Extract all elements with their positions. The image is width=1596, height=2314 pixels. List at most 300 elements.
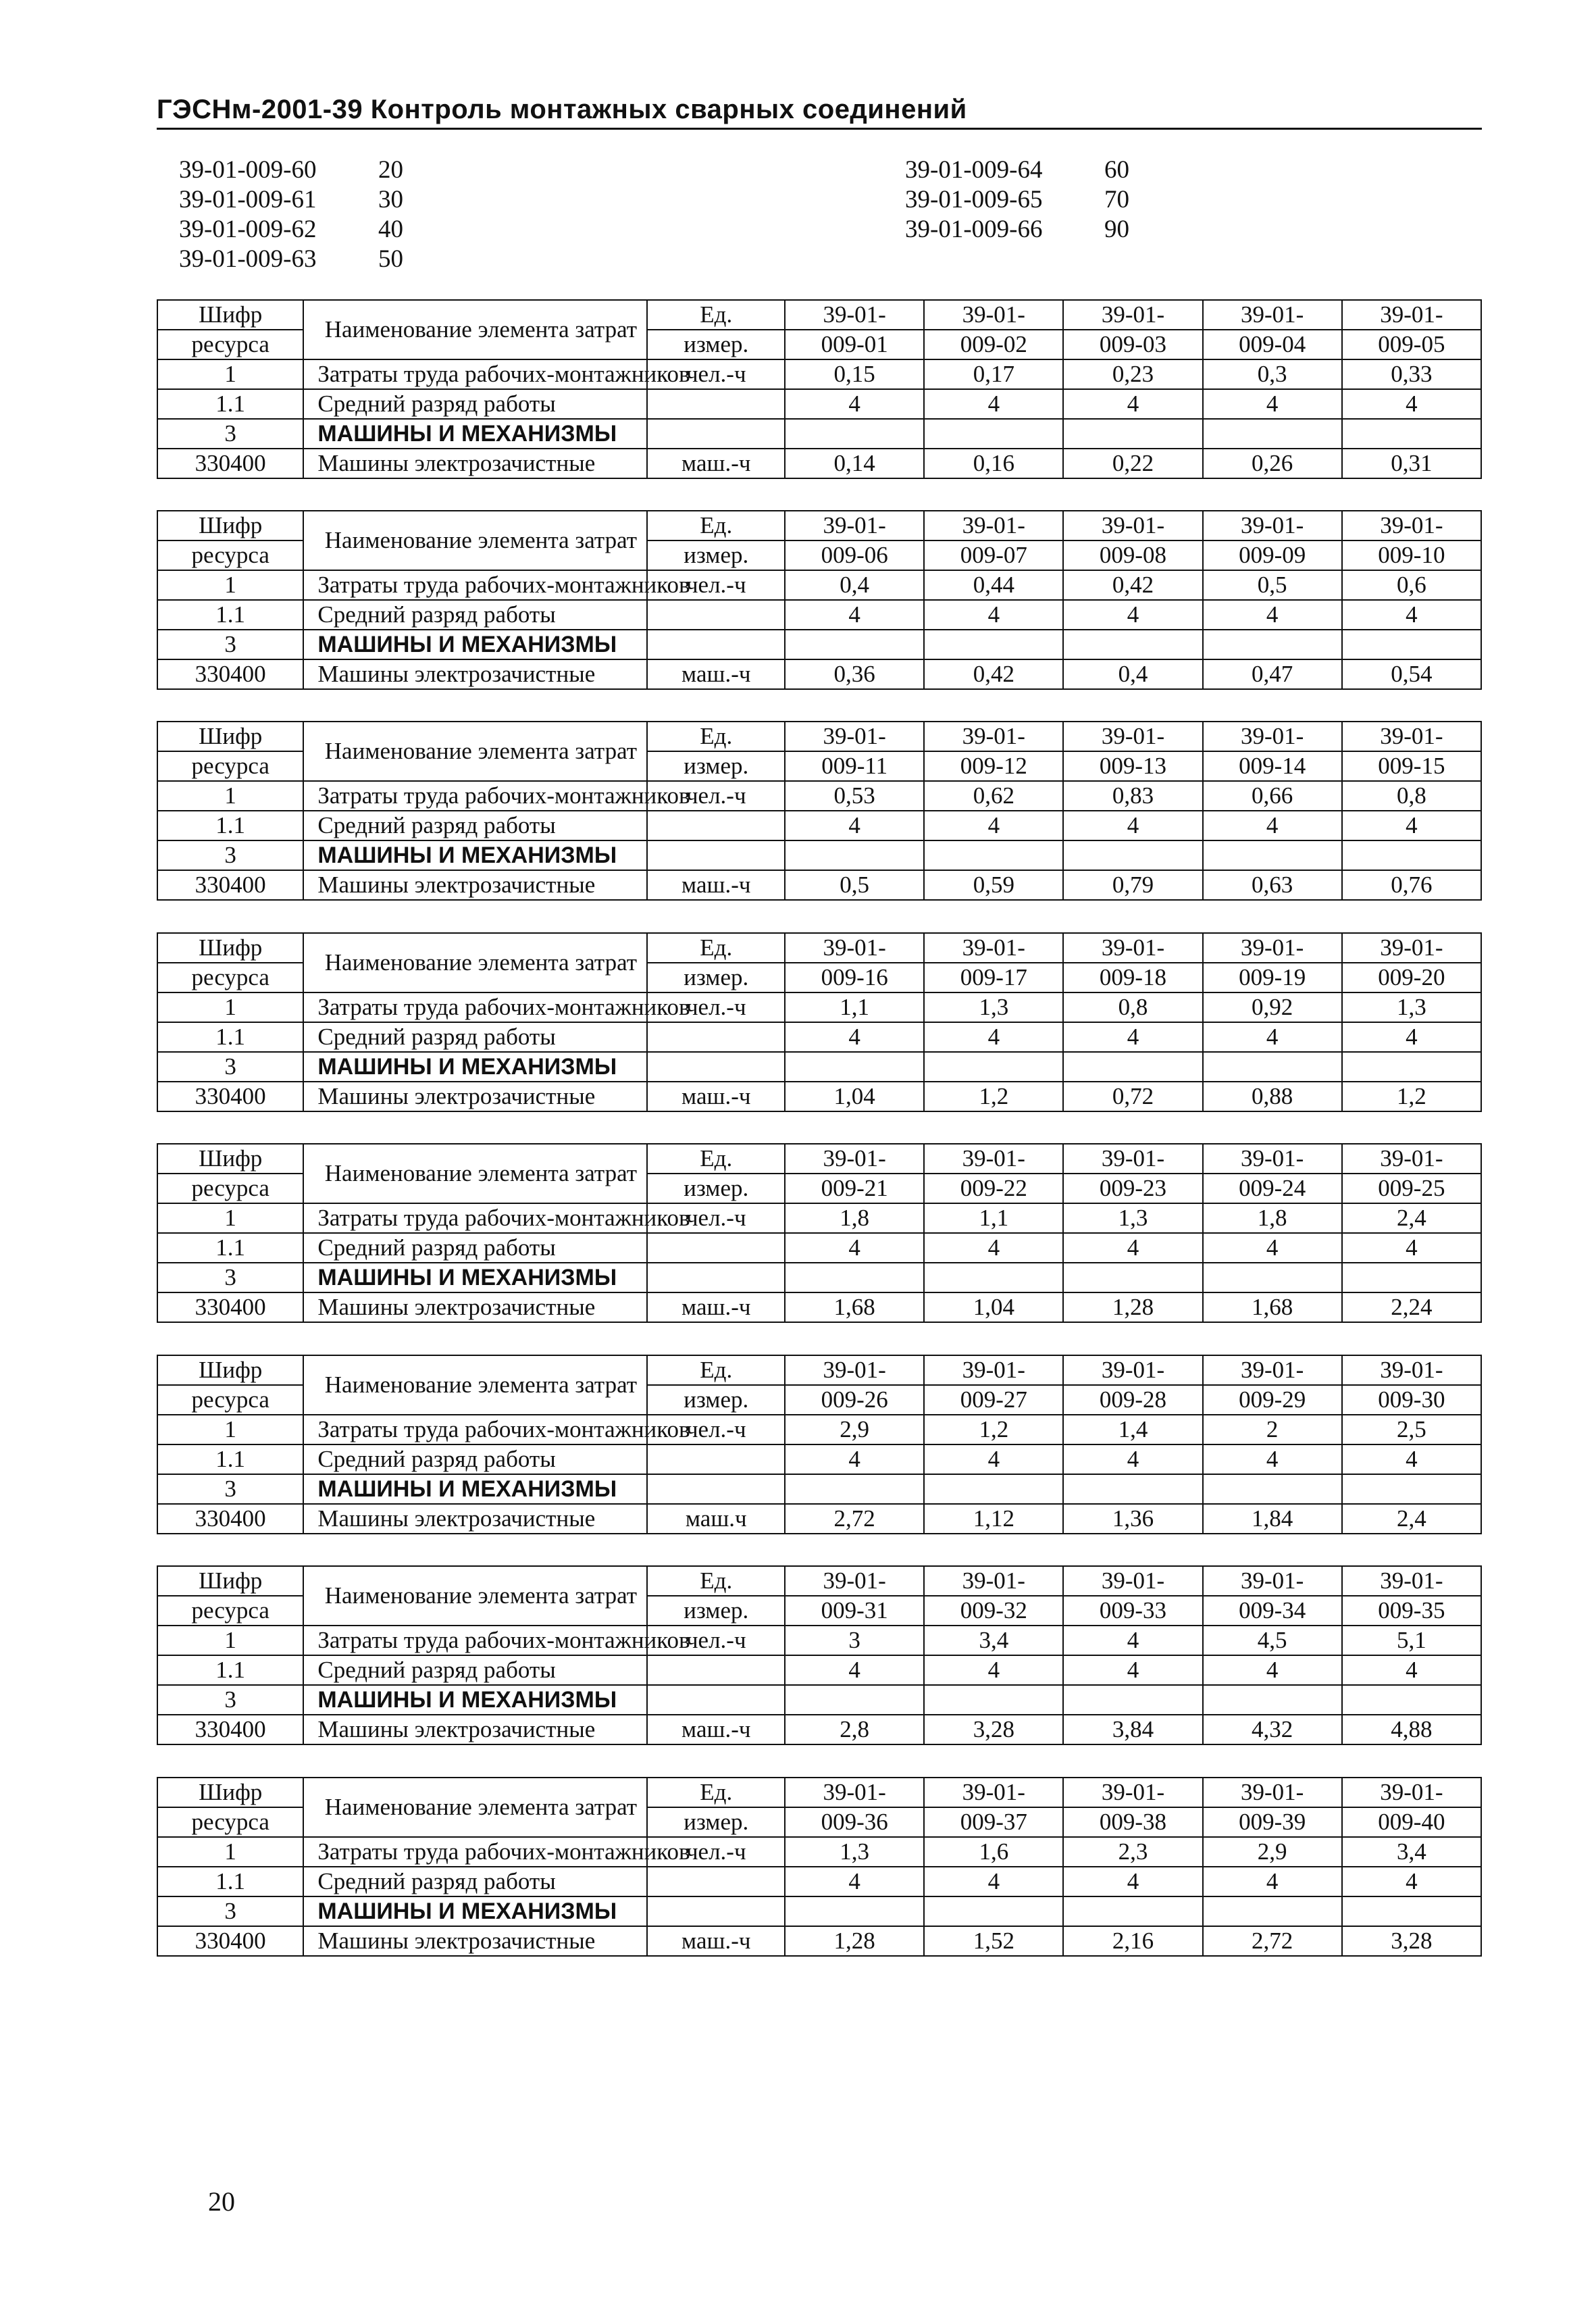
code-suffix-header: 009-20 bbox=[1342, 963, 1481, 992]
resource-code: 1 bbox=[157, 1626, 303, 1655]
value-cell: 0,5 bbox=[785, 870, 924, 900]
resource-code: 3 bbox=[157, 840, 303, 870]
value-cell: 2 bbox=[1203, 1415, 1342, 1444]
value-cell: 2,72 bbox=[785, 1504, 924, 1534]
code-suffix-header: 009-16 bbox=[785, 963, 924, 992]
value-cell: 4 bbox=[785, 1233, 924, 1263]
value-cell: 1,3 bbox=[785, 1837, 924, 1867]
resource-code: 1.1 bbox=[157, 811, 303, 840]
value-cell: 0,72 bbox=[1063, 1082, 1202, 1111]
code-prefix-header: 39-01- bbox=[924, 722, 1063, 751]
shifr-header: ресурса bbox=[157, 1385, 303, 1415]
unit-header: Ед. bbox=[647, 933, 785, 963]
unit-header: Ед. bbox=[647, 1566, 785, 1596]
code-suffix-header: 009-18 bbox=[1063, 963, 1202, 992]
resource-code: 1.1 bbox=[157, 1867, 303, 1896]
resource-name: Машины электрозачистные bbox=[303, 870, 647, 900]
code-prefix-header: 39-01- bbox=[1063, 1566, 1202, 1596]
resource-code: 3 bbox=[157, 419, 303, 449]
code-id: 39-01-009-60 bbox=[179, 156, 317, 184]
value-cell: 4 bbox=[1203, 1022, 1342, 1052]
resource-code: 1.1 bbox=[157, 1655, 303, 1685]
unit-cell: маш.ч bbox=[647, 1504, 785, 1534]
value-cell bbox=[785, 840, 924, 870]
unit-header: Ед. bbox=[647, 1144, 785, 1174]
unit-cell: маш.-ч bbox=[647, 1292, 785, 1322]
code-row bbox=[179, 245, 403, 274]
resource-code: 3 bbox=[157, 1052, 303, 1082]
resource-name: Средний разряд работы bbox=[303, 600, 647, 630]
resource-name: Машины электрозачистные bbox=[303, 1715, 647, 1744]
value-cell: 4 bbox=[785, 811, 924, 840]
value-cell: 4 bbox=[1063, 1444, 1202, 1474]
table-row bbox=[157, 570, 1481, 600]
value-cell: 1,1 bbox=[924, 1203, 1063, 1233]
code-value: 40 bbox=[378, 216, 403, 243]
resource-name: МАШИНЫ И МЕХАНИЗМЫ bbox=[303, 1474, 647, 1504]
value-cell: 4 bbox=[1342, 1655, 1481, 1685]
value-cell: 0,88 bbox=[1203, 1082, 1342, 1111]
code-id: 39-01-009-65 bbox=[905, 186, 1043, 213]
unit-header: Ед. bbox=[647, 1778, 785, 1807]
resource-code: 330400 bbox=[157, 1292, 303, 1322]
value-cell: 0,8 bbox=[1063, 992, 1202, 1022]
value-cell: 4 bbox=[1063, 1867, 1202, 1896]
value-cell: 2,9 bbox=[1203, 1837, 1342, 1867]
code-suffix-header: 009-34 bbox=[1203, 1596, 1342, 1626]
value-cell: 0,47 bbox=[1203, 659, 1342, 689]
name-header: Наименование элемента затрат bbox=[303, 300, 647, 359]
unit-cell bbox=[647, 1685, 785, 1715]
unit-cell bbox=[647, 1233, 785, 1263]
value-cell bbox=[785, 1685, 924, 1715]
code-suffix-header: 009-06 bbox=[785, 540, 924, 570]
value-cell: 4 bbox=[1203, 1444, 1342, 1474]
resource-name: Машины электрозачистные bbox=[303, 1504, 647, 1534]
unit-cell: чел.-ч bbox=[647, 570, 785, 600]
unit-header: измер. bbox=[647, 1174, 785, 1203]
unit-cell: чел.-ч bbox=[647, 1415, 785, 1444]
page-title: ГЭСНм-2001-39 Контроль монтажных сварных соединений bbox=[157, 95, 967, 124]
name-header: Наименование элемента затрат bbox=[303, 1566, 647, 1626]
value-cell bbox=[1203, 1052, 1342, 1082]
page-number: 20 bbox=[208, 2186, 235, 2217]
value-cell: 4 bbox=[1203, 389, 1342, 419]
resource-code: 330400 bbox=[157, 659, 303, 689]
code-id: 39-01-009-66 bbox=[905, 216, 1043, 243]
value-cell: 0,44 bbox=[924, 570, 1063, 600]
value-cell bbox=[1063, 1896, 1202, 1926]
value-cell: 0,17 bbox=[924, 359, 1063, 389]
value-cell: 2,16 bbox=[1063, 1926, 1202, 1956]
value-cell: 1,8 bbox=[1203, 1203, 1342, 1233]
code-value: 90 bbox=[1104, 216, 1129, 243]
value-cell bbox=[1342, 840, 1481, 870]
name-header: Наименование элемента затрат bbox=[303, 1355, 647, 1415]
value-cell: 1,2 bbox=[924, 1415, 1063, 1444]
value-cell bbox=[785, 630, 924, 659]
shifr-header: Шифр bbox=[157, 1144, 303, 1174]
unit-cell bbox=[647, 1444, 785, 1474]
value-cell bbox=[1342, 419, 1481, 449]
table-header-row bbox=[157, 933, 1481, 963]
shifr-header: Шифр bbox=[157, 1355, 303, 1385]
value-cell: 3,28 bbox=[1342, 1926, 1481, 1956]
value-cell: 1,52 bbox=[924, 1926, 1063, 1956]
value-cell: 1,8 bbox=[785, 1203, 924, 1233]
value-cell bbox=[1063, 1052, 1202, 1082]
code-row bbox=[179, 215, 403, 245]
table-row bbox=[157, 1263, 1481, 1292]
table-header-row bbox=[157, 511, 1481, 540]
codes-right-list bbox=[905, 155, 1129, 245]
value-cell bbox=[1063, 1263, 1202, 1292]
value-cell bbox=[1063, 630, 1202, 659]
unit-header: измер. bbox=[647, 1385, 785, 1415]
resource-table bbox=[157, 721, 1482, 901]
shifr-header: ресурса bbox=[157, 330, 303, 359]
value-cell: 4 bbox=[924, 389, 1063, 419]
value-cell bbox=[924, 1263, 1063, 1292]
resource-table bbox=[157, 510, 1482, 690]
value-cell bbox=[924, 419, 1063, 449]
resource-name: Затраты труда рабочих-монтажников bbox=[303, 781, 647, 811]
value-cell: 0,33 bbox=[1342, 359, 1481, 389]
unit-cell: маш.-ч bbox=[647, 1082, 785, 1111]
table-row bbox=[157, 781, 1481, 811]
value-cell: 2,9 bbox=[785, 1415, 924, 1444]
resource-code: 3 bbox=[157, 1685, 303, 1715]
code-suffix-header: 009-35 bbox=[1342, 1596, 1481, 1626]
value-cell bbox=[1203, 1263, 1342, 1292]
value-cell: 1,12 bbox=[924, 1504, 1063, 1534]
shifr-header: Шифр bbox=[157, 1566, 303, 1596]
unit-cell: чел.-ч bbox=[647, 781, 785, 811]
resource-code: 1 bbox=[157, 992, 303, 1022]
table-header-row bbox=[157, 1778, 1481, 1807]
resource-table bbox=[157, 299, 1482, 479]
code-prefix-header: 39-01- bbox=[785, 1778, 924, 1807]
table-row bbox=[157, 1052, 1481, 1082]
value-cell: 0,4 bbox=[1063, 659, 1202, 689]
value-cell: 4 bbox=[1063, 600, 1202, 630]
table-row bbox=[157, 1837, 1481, 1867]
code-prefix-header: 39-01- bbox=[1063, 300, 1202, 330]
unit-cell bbox=[647, 419, 785, 449]
value-cell bbox=[1063, 1474, 1202, 1504]
code-prefix-header: 39-01- bbox=[1342, 511, 1481, 540]
value-cell: 2,4 bbox=[1342, 1504, 1481, 1534]
value-cell: 0,6 bbox=[1342, 570, 1481, 600]
unit-cell bbox=[647, 630, 785, 659]
shifr-header: ресурса bbox=[157, 963, 303, 992]
table-row bbox=[157, 659, 1481, 689]
code-prefix-header: 39-01- bbox=[1203, 1144, 1342, 1174]
value-cell bbox=[785, 1263, 924, 1292]
value-cell: 5,1 bbox=[1342, 1626, 1481, 1655]
value-cell: 4 bbox=[924, 1022, 1063, 1052]
value-cell: 4 bbox=[785, 389, 924, 419]
shifr-header: ресурса bbox=[157, 540, 303, 570]
table-row bbox=[157, 1867, 1481, 1896]
name-header: Наименование элемента затрат bbox=[303, 933, 647, 992]
value-cell: 1,3 bbox=[1063, 1203, 1202, 1233]
code-prefix-header: 39-01- bbox=[1063, 933, 1202, 963]
value-cell: 0,4 bbox=[785, 570, 924, 600]
table-row bbox=[157, 811, 1481, 840]
value-cell: 0,3 bbox=[1203, 359, 1342, 389]
shifr-header: Шифр bbox=[157, 1778, 303, 1807]
value-cell: 4 bbox=[785, 1655, 924, 1685]
value-cell bbox=[1203, 1474, 1342, 1504]
table-header-row bbox=[157, 1355, 1481, 1385]
value-cell: 1,68 bbox=[785, 1292, 924, 1322]
value-cell bbox=[1342, 1052, 1481, 1082]
value-cell: 2,4 bbox=[1342, 1203, 1481, 1233]
resource-name: Машины электрозачистные bbox=[303, 1292, 647, 1322]
resource-name: Машины электрозачистные bbox=[303, 1082, 647, 1111]
value-cell bbox=[1342, 1896, 1481, 1926]
value-cell bbox=[1342, 1685, 1481, 1715]
code-suffix-header: 009-37 bbox=[924, 1807, 1063, 1837]
code-prefix-header: 39-01- bbox=[1063, 1144, 1202, 1174]
resource-code: 330400 bbox=[157, 1504, 303, 1534]
code-value: 50 bbox=[378, 245, 403, 273]
code-prefix-header: 39-01- bbox=[924, 933, 1063, 963]
value-cell bbox=[924, 1474, 1063, 1504]
unit-cell bbox=[647, 389, 785, 419]
value-cell: 4 bbox=[1342, 1444, 1481, 1474]
unit-header: Ед. bbox=[647, 511, 785, 540]
code-suffix-header: 009-39 bbox=[1203, 1807, 1342, 1837]
code-prefix-header: 39-01- bbox=[785, 1355, 924, 1385]
code-suffix-header: 009-23 bbox=[1063, 1174, 1202, 1203]
resource-name: Затраты труда рабочих-монтажников bbox=[303, 992, 647, 1022]
resource-name: МАШИНЫ И МЕХАНИЗМЫ bbox=[303, 419, 647, 449]
value-cell: 1,2 bbox=[924, 1082, 1063, 1111]
resource-name: МАШИНЫ И МЕХАНИЗМЫ bbox=[303, 840, 647, 870]
table-row bbox=[157, 1444, 1481, 1474]
unit-cell: маш.-ч bbox=[647, 659, 785, 689]
code-suffix-header: 009-01 bbox=[785, 330, 924, 359]
code-prefix-header: 39-01- bbox=[1342, 300, 1481, 330]
value-cell: 0,59 bbox=[924, 870, 1063, 900]
value-cell: 4 bbox=[785, 1022, 924, 1052]
resource-name: Средний разряд работы bbox=[303, 1233, 647, 1263]
value-cell bbox=[1203, 1896, 1342, 1926]
resource-code: 1.1 bbox=[157, 1444, 303, 1474]
value-cell: 4 bbox=[1342, 1867, 1481, 1896]
code-suffix-header: 009-28 bbox=[1063, 1385, 1202, 1415]
code-suffix-header: 009-19 bbox=[1203, 963, 1342, 992]
value-cell: 0,63 bbox=[1203, 870, 1342, 900]
code-suffix-header: 009-12 bbox=[924, 751, 1063, 781]
table-row bbox=[157, 1685, 1481, 1715]
resource-name: Затраты труда рабочих-монтажников bbox=[303, 570, 647, 600]
unit-cell: чел.-ч bbox=[647, 359, 785, 389]
value-cell: 4 bbox=[1063, 389, 1202, 419]
value-cell: 4 bbox=[924, 1444, 1063, 1474]
value-cell: 0,36 bbox=[785, 659, 924, 689]
value-cell: 4,5 bbox=[1203, 1626, 1342, 1655]
shifr-header: ресурса bbox=[157, 1596, 303, 1626]
code-suffix-header: 009-25 bbox=[1342, 1174, 1481, 1203]
table-row bbox=[157, 1082, 1481, 1111]
page-header bbox=[157, 95, 1482, 130]
code-suffix-header: 009-38 bbox=[1063, 1807, 1202, 1837]
value-cell bbox=[924, 1685, 1063, 1715]
value-cell bbox=[1203, 630, 1342, 659]
resource-code: 1.1 bbox=[157, 1022, 303, 1052]
value-cell: 4 bbox=[924, 1655, 1063, 1685]
value-cell: 1,28 bbox=[785, 1926, 924, 1956]
code-prefix-header: 39-01- bbox=[1203, 511, 1342, 540]
code-suffix-header: 009-32 bbox=[924, 1596, 1063, 1626]
resource-code: 3 bbox=[157, 630, 303, 659]
value-cell bbox=[924, 630, 1063, 659]
resource-code: 330400 bbox=[157, 1926, 303, 1956]
value-cell: 2,3 bbox=[1063, 1837, 1202, 1867]
table-row bbox=[157, 449, 1481, 478]
value-cell: 2,5 bbox=[1342, 1415, 1481, 1444]
value-cell bbox=[1063, 419, 1202, 449]
shifr-header: ресурса bbox=[157, 1807, 303, 1837]
code-prefix-header: 39-01- bbox=[1203, 933, 1342, 963]
unit-cell: маш.-ч bbox=[647, 449, 785, 478]
value-cell: 3,84 bbox=[1063, 1715, 1202, 1744]
table-row bbox=[157, 359, 1481, 389]
code-suffix-header: 009-36 bbox=[785, 1807, 924, 1837]
code-prefix-header: 39-01- bbox=[785, 1566, 924, 1596]
value-cell: 0,31 bbox=[1342, 449, 1481, 478]
code-row bbox=[905, 155, 1129, 185]
resource-name: МАШИНЫ И МЕХАНИЗМЫ bbox=[303, 1896, 647, 1926]
code-prefix-header: 39-01- bbox=[785, 722, 924, 751]
code-id: 39-01-009-63 bbox=[179, 245, 317, 273]
value-cell: 4 bbox=[924, 600, 1063, 630]
resource-name: Машины электрозачистные bbox=[303, 449, 647, 478]
resource-table bbox=[157, 1777, 1482, 1957]
unit-cell bbox=[647, 1052, 785, 1082]
codes-left-list bbox=[179, 155, 403, 274]
resource-code: 330400 bbox=[157, 1082, 303, 1111]
unit-cell: чел.-ч bbox=[647, 1837, 785, 1867]
value-cell: 0,26 bbox=[1203, 449, 1342, 478]
unit-header: измер. bbox=[647, 330, 785, 359]
resource-code: 1 bbox=[157, 1203, 303, 1233]
resource-name: МАШИНЫ И МЕХАНИЗМЫ bbox=[303, 1052, 647, 1082]
value-cell: 4 bbox=[1342, 1233, 1481, 1263]
code-prefix-header: 39-01- bbox=[1342, 722, 1481, 751]
table-row bbox=[157, 630, 1481, 659]
value-cell: 0,83 bbox=[1063, 781, 1202, 811]
code-prefix-header: 39-01- bbox=[924, 300, 1063, 330]
resource-name: МАШИНЫ И МЕХАНИЗМЫ bbox=[303, 1685, 647, 1715]
value-cell: 4,88 bbox=[1342, 1715, 1481, 1744]
code-prefix-header: 39-01- bbox=[924, 1355, 1063, 1385]
unit-cell: маш.-ч bbox=[647, 870, 785, 900]
unit-header: измер. bbox=[647, 540, 785, 570]
name-header: Наименование элемента затрат bbox=[303, 1778, 647, 1837]
value-cell bbox=[1203, 419, 1342, 449]
code-prefix-header: 39-01- bbox=[1342, 1355, 1481, 1385]
resource-name: Средний разряд работы bbox=[303, 1655, 647, 1685]
code-suffix-header: 009-22 bbox=[924, 1174, 1063, 1203]
shifr-header: ресурса bbox=[157, 1174, 303, 1203]
code-prefix-header: 39-01- bbox=[924, 1778, 1063, 1807]
value-cell bbox=[785, 1896, 924, 1926]
value-cell bbox=[924, 1052, 1063, 1082]
resource-name: МАШИНЫ И МЕХАНИЗМЫ bbox=[303, 630, 647, 659]
code-suffix-header: 009-31 bbox=[785, 1596, 924, 1626]
value-cell: 3 bbox=[785, 1626, 924, 1655]
table-header-row bbox=[157, 300, 1481, 330]
code-suffix-header: 009-26 bbox=[785, 1385, 924, 1415]
value-cell: 0,53 bbox=[785, 781, 924, 811]
code-prefix-header: 39-01- bbox=[785, 300, 924, 330]
value-cell bbox=[1203, 1685, 1342, 1715]
value-cell: 0,42 bbox=[1063, 570, 1202, 600]
code-suffix-header: 009-17 bbox=[924, 963, 1063, 992]
table-row bbox=[157, 389, 1481, 419]
code-suffix-header: 009-29 bbox=[1203, 1385, 1342, 1415]
value-cell: 0,22 bbox=[1063, 449, 1202, 478]
code-row bbox=[905, 215, 1129, 245]
resource-name: Затраты труда рабочих-монтажников bbox=[303, 359, 647, 389]
value-cell: 1,36 bbox=[1063, 1504, 1202, 1534]
value-cell: 0,76 bbox=[1342, 870, 1481, 900]
shifr-header: Шифр bbox=[157, 933, 303, 963]
unit-cell: маш.-ч bbox=[647, 1715, 785, 1744]
unit-header: измер. bbox=[647, 1807, 785, 1837]
code-suffix-header: 009-10 bbox=[1342, 540, 1481, 570]
value-cell bbox=[924, 840, 1063, 870]
resource-code: 3 bbox=[157, 1896, 303, 1926]
code-prefix-header: 39-01- bbox=[1203, 300, 1342, 330]
code-suffix-header: 009-04 bbox=[1203, 330, 1342, 359]
resource-name: Затраты труда рабочих-монтажников bbox=[303, 1626, 647, 1655]
value-cell: 4 bbox=[785, 600, 924, 630]
code-id: 39-01-009-64 bbox=[905, 156, 1043, 184]
code-suffix-header: 009-30 bbox=[1342, 1385, 1481, 1415]
value-cell: 4 bbox=[1063, 811, 1202, 840]
code-prefix-header: 39-01- bbox=[1063, 722, 1202, 751]
value-cell: 0,23 bbox=[1063, 359, 1202, 389]
value-cell: 4 bbox=[1342, 811, 1481, 840]
value-cell: 3,4 bbox=[1342, 1837, 1481, 1867]
table-row bbox=[157, 992, 1481, 1022]
code-prefix-header: 39-01- bbox=[924, 1144, 1063, 1174]
code-value: 70 bbox=[1104, 186, 1129, 213]
code-value: 60 bbox=[1104, 156, 1129, 184]
table-row bbox=[157, 1926, 1481, 1956]
value-cell: 4 bbox=[1203, 1867, 1342, 1896]
code-prefix-header: 39-01- bbox=[1342, 1144, 1481, 1174]
unit-header: Ед. bbox=[647, 1355, 785, 1385]
value-cell: 4 bbox=[924, 1233, 1063, 1263]
code-suffix-header: 009-13 bbox=[1063, 751, 1202, 781]
unit-cell bbox=[647, 1655, 785, 1685]
value-cell: 1,28 bbox=[1063, 1292, 1202, 1322]
value-cell: 4 bbox=[785, 1444, 924, 1474]
value-cell: 0,66 bbox=[1203, 781, 1342, 811]
unit-cell bbox=[647, 1867, 785, 1896]
table-row bbox=[157, 600, 1481, 630]
value-cell: 4 bbox=[1063, 1233, 1202, 1263]
unit-cell bbox=[647, 1474, 785, 1504]
code-suffix-header: 009-33 bbox=[1063, 1596, 1202, 1626]
value-cell: 4 bbox=[785, 1867, 924, 1896]
